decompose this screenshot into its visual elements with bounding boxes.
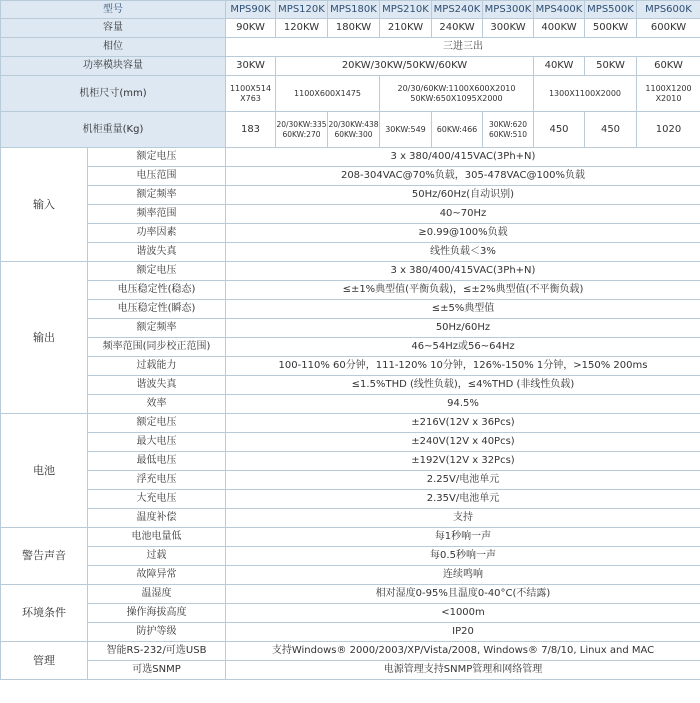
spec-value: 支持	[226, 509, 700, 528]
spec-value: ±192V(12V x 32Pcs)	[226, 452, 700, 471]
spec-label: 电压范围	[88, 167, 226, 186]
spec-value: 支持Windows® 2000/2003/XP/Vista/2008, Windows® 7/8/10, Linux and MAC	[226, 642, 700, 661]
input-row	[1, 243, 700, 262]
battery-row	[1, 471, 700, 490]
cabinet-size-label: 机柜尺寸(mm)	[1, 76, 226, 112]
spec-label: 功率因素	[88, 224, 226, 243]
spec-label: 电压稳定性(瞬态)	[88, 300, 226, 319]
spec-value: ≥0.99@100%负载	[226, 224, 700, 243]
power-module-cell: 20KW/30KW/50KW/60KW	[276, 57, 534, 76]
cabinet-size-line: 50KW:650X1095X2000	[410, 93, 503, 103]
model-cell: MPS240K	[432, 1, 483, 19]
output-row	[1, 319, 700, 338]
model-cell: MPS180K	[328, 1, 380, 19]
spec-label: 频率范围	[88, 205, 226, 224]
spec-value: <1000m	[226, 604, 700, 623]
power-module-cell: 40KW	[534, 57, 585, 76]
spec-label: 额定频率	[88, 319, 226, 338]
group-alarm: 警告声音	[1, 528, 88, 585]
capacity-cell: 180KW	[328, 19, 380, 38]
spec-value: 50Hz/60Hz(自动识别)	[226, 186, 700, 205]
spec-value: ±216V(12V x 36Pcs)	[226, 414, 700, 433]
spec-label: 智能RS-232/可选USB	[88, 642, 226, 661]
cabinet-weight-line: 20/30KW:335	[276, 119, 327, 129]
spec-label: 操作海拔高度	[88, 604, 226, 623]
spec-value: 每1秒响一声	[226, 528, 700, 547]
spec-label: 频率范围(同步校正范围)	[88, 338, 226, 357]
output-row	[1, 262, 700, 281]
cabinet-weight-line: 20/30KW:438	[328, 119, 379, 129]
phase-value: 三进三出	[226, 38, 700, 57]
cabinet-weight-line: 60KW:510	[488, 129, 527, 139]
model-cell: MPS500K	[585, 1, 637, 19]
alarm-row	[1, 528, 700, 547]
model-cell: MPS600K	[637, 1, 700, 19]
capacity-cell: 300KW	[483, 19, 534, 38]
power-module-cell: 60KW	[637, 57, 700, 76]
management-row	[1, 661, 700, 680]
group-input: 输入	[1, 148, 88, 262]
spec-label: 最大电压	[88, 433, 226, 452]
spec-value: 40~70Hz	[226, 205, 700, 224]
capacity-cell: 600KW	[637, 19, 700, 38]
spec-value: 3 x 380/400/415VAC(3Ph+N)	[226, 262, 700, 281]
environment-row	[1, 585, 700, 604]
cabinet-weight-cell: 60KW:466	[432, 112, 483, 148]
spec-label: 大充电压	[88, 490, 226, 509]
model-cell: MPS210K	[380, 1, 432, 19]
output-row	[1, 357, 700, 376]
model-cell: MPS120K	[276, 1, 328, 19]
spec-value: 连续鸣响	[226, 566, 700, 585]
capacity-cell: 500KW	[585, 19, 637, 38]
spec-value: 94.5%	[226, 395, 700, 414]
management-row	[1, 642, 700, 661]
spec-value: ≤1.5%THD (线性负载)，≤4%THD (非线性负载)	[226, 376, 700, 395]
cabinet-size-line: X763	[240, 93, 261, 103]
spec-label: 最低电压	[88, 452, 226, 471]
environment-row	[1, 604, 700, 623]
battery-row	[1, 509, 700, 528]
battery-row	[1, 414, 700, 433]
output-row	[1, 281, 700, 300]
output-row	[1, 300, 700, 319]
spec-value: 46~54Hz或56~64Hz	[226, 338, 700, 357]
spec-label: 浮充电压	[88, 471, 226, 490]
model-cell: MPS90K	[226, 1, 276, 19]
spec-value: 2.25V/电池单元	[226, 471, 700, 490]
model-cell: MPS400K	[534, 1, 585, 19]
power-module-cell: 30KW	[226, 57, 276, 76]
spec-label: 效率	[88, 395, 226, 414]
cabinet-size-row	[1, 76, 700, 112]
cabinet-size-line: 1100X1200	[645, 83, 692, 93]
spec-value: 电源管理支持SNMP管理和网络管理	[226, 661, 700, 680]
cabinet-size-line: 1100X514	[229, 83, 272, 93]
input-row	[1, 186, 700, 205]
spec-label: 额定电压	[88, 148, 226, 167]
output-row	[1, 376, 700, 395]
spec-label: 故障异常	[88, 566, 226, 585]
spec-value: ≤±5%典型值	[226, 300, 700, 319]
battery-row	[1, 490, 700, 509]
cabinet-weight-cell: 183	[226, 112, 276, 148]
spec-value: 相对湿度0-95%且温度0-40°C(不结露)	[226, 585, 700, 604]
cabinet-weight-line: 60KW:270	[282, 129, 321, 139]
spec-label: 温度补偿	[88, 509, 226, 528]
capacity-row	[1, 19, 700, 38]
output-row	[1, 395, 700, 414]
capacity-cell: 240KW	[432, 19, 483, 38]
spec-value: 线性负载＜3%	[226, 243, 700, 262]
cabinet-weight-row	[1, 112, 700, 148]
spec-value: ±240V(12V x 40Pcs)	[226, 433, 700, 452]
spec-value: ≤±1%典型值(平衡负载)，≤±2%典型值(不平衡负载)	[226, 281, 700, 300]
capacity-cell: 210KW	[380, 19, 432, 38]
group-environment: 环境条件	[1, 585, 88, 642]
battery-row	[1, 433, 700, 452]
cabinet-weight-cell: 30KW:549	[380, 112, 432, 148]
phase-row	[1, 38, 700, 57]
spec-label: 温湿度	[88, 585, 226, 604]
capacity-cell: 90KW	[226, 19, 276, 38]
model-label: 型号	[1, 1, 226, 19]
cabinet-weight-cell: 1020	[637, 112, 700, 148]
capacity-cell: 120KW	[276, 19, 328, 38]
cabinet-size-line: 20/30/60KW:1100X600X2010	[397, 83, 516, 93]
spec-label: 电压稳定性(稳态)	[88, 281, 226, 300]
power-module-row	[1, 57, 700, 76]
model-cell: MPS300K	[483, 1, 534, 19]
cabinet-size-line: X2010	[655, 93, 682, 103]
cabinet-size-cell	[226, 76, 276, 112]
environment-row	[1, 623, 700, 642]
cabinet-weight-line: 60KW:300	[334, 129, 373, 139]
spec-value: 100-110% 60分钟，111-120% 10分钟，126%-150% 1分钟，>150% 200ms	[226, 357, 700, 376]
cabinet-size-cell	[637, 76, 700, 112]
group-battery: 电池	[1, 414, 88, 528]
capacity-cell: 400KW	[534, 19, 585, 38]
header-row	[1, 1, 700, 19]
spec-label: 电池电量低	[88, 528, 226, 547]
cabinet-weight-cell	[276, 112, 328, 148]
cabinet-weight-cell	[328, 112, 380, 148]
alarm-row	[1, 566, 700, 585]
cabinet-weight-cell: 450	[585, 112, 637, 148]
spec-value: 208-304VAC@70%负载，305-478VAC@100%负载	[226, 167, 700, 186]
group-output: 输出	[1, 262, 88, 414]
cabinet-size-cell	[380, 76, 534, 112]
capacity-label: 容量	[1, 19, 226, 38]
spec-label: 谐波失真	[88, 376, 226, 395]
cabinet-weight-cell: 450	[534, 112, 585, 148]
input-row	[1, 148, 700, 167]
cabinet-weight-label: 机柜重量(Kg)	[1, 112, 226, 148]
input-row	[1, 167, 700, 186]
spec-label: 额定频率	[88, 186, 226, 205]
spec-label: 额定电压	[88, 262, 226, 281]
battery-row	[1, 452, 700, 471]
spec-label: 额定电压	[88, 414, 226, 433]
spec-label: 可选SNMP	[88, 661, 226, 680]
spec-label: 过载能力	[88, 357, 226, 376]
alarm-row	[1, 547, 700, 566]
input-row	[1, 224, 700, 243]
spec-value: 2.35V/电池单元	[226, 490, 700, 509]
input-row	[1, 205, 700, 224]
spec-label: 防护等级	[88, 623, 226, 642]
cabinet-size-cell: 1100X600X1475	[276, 76, 380, 112]
cabinet-size-cell: 1300X1100X2000	[534, 76, 637, 112]
spec-value: 50Hz/60Hz	[226, 319, 700, 338]
spec-value: 每0.5秒响一声	[226, 547, 700, 566]
spec-value: IP20	[226, 623, 700, 642]
group-management: 管理	[1, 642, 88, 680]
output-row	[1, 338, 700, 357]
power-module-cell: 50KW	[585, 57, 637, 76]
cabinet-weight-cell	[483, 112, 534, 148]
phase-label: 相位	[1, 38, 226, 57]
power-module-label: 功率模块容量	[1, 57, 226, 76]
cabinet-weight-line: 30KW:620	[488, 119, 527, 129]
spec-label: 谐波失真	[88, 243, 226, 262]
spec-value: 3 x 380/400/415VAC(3Ph+N)	[226, 148, 700, 167]
spec-label: 过载	[88, 547, 226, 566]
